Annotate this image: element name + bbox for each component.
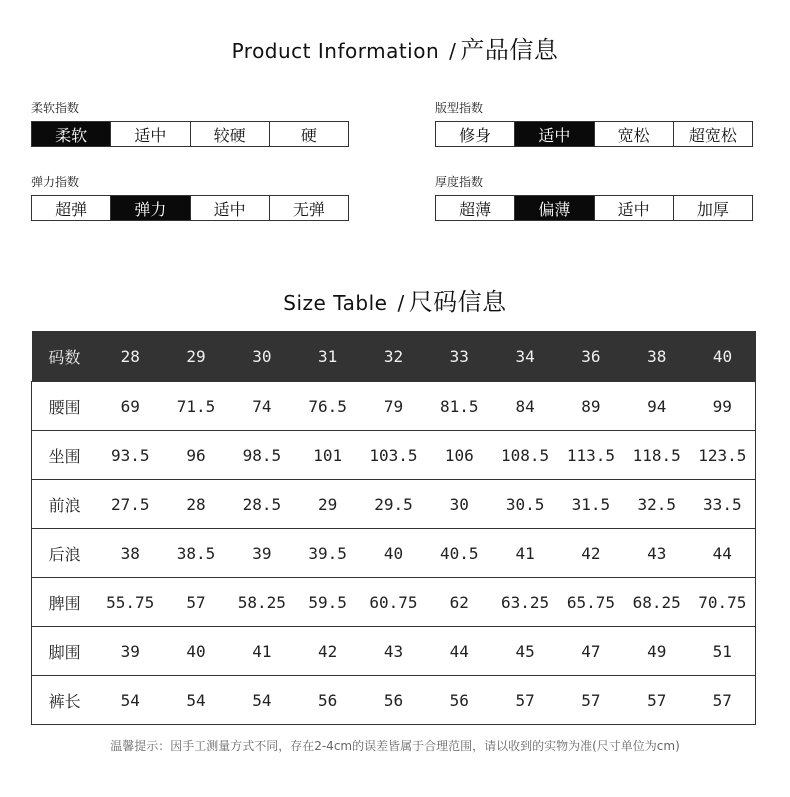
thickness-index-label: 厚度指数: [435, 175, 484, 189]
size-header-cell: 28: [97, 331, 163, 382]
size-value-cell: 56: [361, 676, 427, 725]
size-value-cell: 101: [295, 431, 361, 480]
table-row: [32, 676, 756, 725]
size-value-cell: 32.5: [624, 480, 690, 529]
product-info-title-separator: /: [449, 39, 457, 63]
size-value-cell: 29.5: [361, 480, 427, 529]
size-value-cell: 89: [558, 382, 624, 431]
size-value-cell: 59.5: [295, 578, 361, 627]
row-label: 脚围: [32, 627, 98, 676]
size-value-cell: 27.5: [97, 480, 163, 529]
size-value-cell: 30.5: [492, 480, 558, 529]
product-info-title-cn: 产品信息: [460, 36, 559, 64]
size-value-cell: 81.5: [426, 382, 492, 431]
size-table-title: [0, 282, 790, 317]
fit-option: 宽松: [594, 122, 673, 146]
size-value-cell: 63.25: [492, 578, 558, 627]
size-value-cell: 60.75: [361, 578, 427, 627]
elasticity-option: 弹力: [110, 196, 189, 220]
size-header-cell: 31: [295, 331, 361, 382]
table-row: [32, 431, 756, 480]
thickness-option: 超薄: [436, 196, 514, 220]
size-value-cell: 56: [426, 676, 492, 725]
size-value-cell: 79: [361, 382, 427, 431]
size-value-cell: 41: [229, 627, 295, 676]
size-header-label: 码数: [32, 331, 98, 382]
size-value-cell: 118.5: [624, 431, 690, 480]
size-value-cell: 96: [163, 431, 229, 480]
size-value-cell: 57: [690, 676, 756, 725]
size-header-cell: 34: [492, 331, 558, 382]
size-value-cell: 108.5: [492, 431, 558, 480]
size-value-cell: 69: [97, 382, 163, 431]
elasticity-index: [31, 173, 349, 221]
size-value-cell: 39: [97, 627, 163, 676]
size-table-body: [32, 382, 756, 725]
size-value-cell: 49: [624, 627, 690, 676]
fit-index: [435, 99, 753, 147]
size-header-cell: 29: [163, 331, 229, 382]
size-value-cell: 31.5: [558, 480, 624, 529]
fit-index-label: 版型指数: [435, 101, 484, 115]
row-label: 后浪: [32, 529, 98, 578]
size-value-cell: 54: [163, 676, 229, 725]
size-value-cell: 43: [624, 529, 690, 578]
size-value-cell: 57: [163, 578, 229, 627]
size-table: [31, 331, 756, 725]
size-value-cell: 68.25: [624, 578, 690, 627]
size-header-cell: 40: [690, 331, 756, 382]
table-row: [32, 627, 756, 676]
size-value-cell: 98.5: [229, 431, 295, 480]
size-header-cell: 38: [624, 331, 690, 382]
size-value-cell: 58.25: [229, 578, 295, 627]
size-value-cell: 39: [229, 529, 295, 578]
softness-index: [31, 99, 349, 147]
elasticity-index-label: 弹力指数: [31, 175, 80, 189]
fit-option: 适中: [514, 122, 593, 146]
size-table-title-separator: /: [397, 291, 405, 315]
size-value-cell: 94: [624, 382, 690, 431]
thickness-index: [435, 173, 753, 221]
size-value-cell: 39.5: [295, 529, 361, 578]
size-value-cell: 123.5: [690, 431, 756, 480]
softness-index-options: [31, 121, 349, 147]
size-header-cell: 33: [426, 331, 492, 382]
size-value-cell: 54: [229, 676, 295, 725]
size-value-cell: 38: [97, 529, 163, 578]
row-label: 坐围: [32, 431, 98, 480]
size-value-cell: 30: [426, 480, 492, 529]
table-row: [32, 529, 756, 578]
size-value-cell: 57: [624, 676, 690, 725]
size-value-cell: 56: [295, 676, 361, 725]
size-value-cell: 62: [426, 578, 492, 627]
elasticity-option: 适中: [190, 196, 269, 220]
size-value-cell: 57: [492, 676, 558, 725]
size-table-header-row: [32, 331, 756, 382]
measurement-footnote: 温馨提示：因手工测量方式不同，存在2-4cm的误差皆属于合理范围，请以收到的实物为准(尺寸单位为cm): [110, 739, 680, 753]
size-value-cell: 28: [163, 480, 229, 529]
size-value-cell: 41: [492, 529, 558, 578]
table-row: [32, 480, 756, 529]
softness-option: 较硬: [190, 122, 269, 146]
size-value-cell: 40: [361, 529, 427, 578]
size-value-cell: 29: [295, 480, 361, 529]
size-value-cell: 40: [163, 627, 229, 676]
softness-option: 硬: [269, 122, 348, 146]
size-value-cell: 74: [229, 382, 295, 431]
row-label: 前浪: [32, 480, 98, 529]
size-value-cell: 47: [558, 627, 624, 676]
softness-option: 柔软: [32, 122, 110, 146]
size-value-cell: 65.75: [558, 578, 624, 627]
size-value-cell: 76.5: [295, 382, 361, 431]
size-value-cell: 42: [295, 627, 361, 676]
size-value-cell: 44: [690, 529, 756, 578]
row-label: 裤长: [32, 676, 98, 725]
size-value-cell: 54: [97, 676, 163, 725]
size-header-cell: 36: [558, 331, 624, 382]
size-value-cell: 40.5: [426, 529, 492, 578]
thickness-index-options: [435, 195, 753, 221]
size-value-cell: 70.75: [690, 578, 756, 627]
size-value-cell: 51: [690, 627, 756, 676]
size-table-title-cn: 尺码信息: [408, 288, 507, 316]
fit-index-options: [435, 121, 753, 147]
size-header-cell: 30: [229, 331, 295, 382]
row-label: 脾围: [32, 578, 98, 627]
size-value-cell: 106: [426, 431, 492, 480]
size-value-cell: 44: [426, 627, 492, 676]
row-label: 腰围: [32, 382, 98, 431]
size-value-cell: 113.5: [558, 431, 624, 480]
size-value-cell: 99: [690, 382, 756, 431]
elasticity-index-options: [31, 195, 349, 221]
size-value-cell: 43: [361, 627, 427, 676]
size-value-cell: 42: [558, 529, 624, 578]
size-value-cell: 38.5: [163, 529, 229, 578]
size-value-cell: 71.5: [163, 382, 229, 431]
table-row: [32, 382, 756, 431]
thickness-option: 偏薄: [514, 196, 593, 220]
size-value-cell: 55.75: [97, 578, 163, 627]
size-value-cell: 84: [492, 382, 558, 431]
product-info-title: [0, 30, 790, 65]
size-value-cell: 45: [492, 627, 558, 676]
size-value-cell: 93.5: [97, 431, 163, 480]
size-value-cell: 103.5: [361, 431, 427, 480]
size-header-cell: 32: [361, 331, 427, 382]
elasticity-option: 无弹: [269, 196, 348, 220]
size-value-cell: 57: [558, 676, 624, 725]
size-value-cell: 33.5: [690, 480, 756, 529]
softness-index-label: 柔软指数: [31, 101, 80, 115]
fit-option: 修身: [436, 122, 514, 146]
thickness-option: 适中: [594, 196, 673, 220]
elasticity-option: 超弹: [32, 196, 110, 220]
table-row: [32, 578, 756, 627]
fit-option: 超宽松: [673, 122, 752, 146]
size-value-cell: 28.5: [229, 480, 295, 529]
thickness-option: 加厚: [673, 196, 752, 220]
size-table-title-en: Size Table: [283, 291, 388, 315]
product-info-title-en: Product Information: [231, 39, 440, 63]
softness-option: 适中: [110, 122, 189, 146]
